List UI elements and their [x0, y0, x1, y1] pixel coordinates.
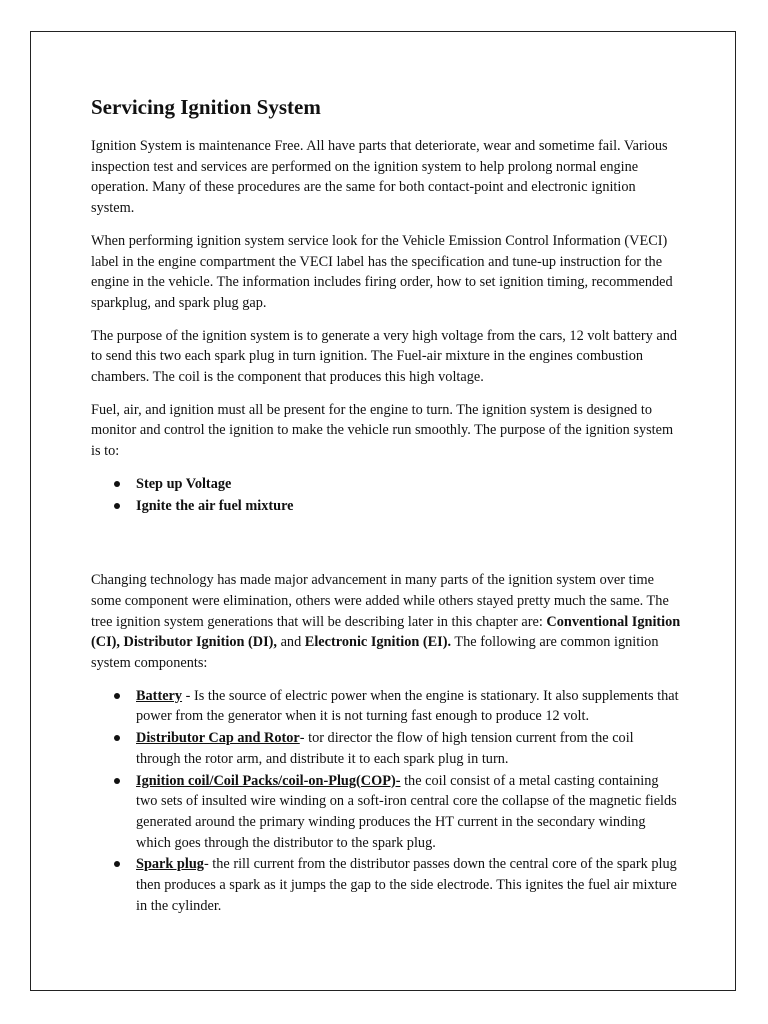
- component-item-coil: [136, 771, 681, 854]
- changing-tech-and: and: [277, 634, 305, 651]
- changing-tech-outro: The following are common ignition system components:: [91, 634, 659, 672]
- document-content: [91, 94, 681, 929]
- purpose-item-step-up: Step up Voltage: [136, 474, 681, 495]
- component-item-distributor: [136, 728, 681, 769]
- paragraph-veci: When performing ignition system service look for the Vehicle Emission Control Information (VECI) label in the engine compartment the VECI label has the specification and tune-up instruction for the engine in the vehicle. The information includes firing order, how to set ignition timing, recommended sparkplug, and spark plug gap.: [91, 232, 673, 311]
- component-term: Battery: [136, 687, 183, 704]
- page-title: Servicing Ignition System: [91, 95, 321, 119]
- paragraph-intro: Ignition System is maintenance Free. All have parts that deteriorate, wear and sometime fail. Various inspection test and services are performed on the ignition system to help prolong normal engine operation. Many of these procedures are the same for both contact-point and electronic ignition system.: [91, 138, 668, 217]
- purpose-list: [91, 474, 681, 516]
- component-desc: - the rill current from the distributor passes down the central core of the spark plug then produces a spark as it jumps the gap to the side electrode. This ignites the fuel air mixture in the cylinder.: [136, 856, 677, 914]
- components-list: [91, 686, 681, 917]
- paragraph-requirements: Fuel, air, and ignition must all be present for the engine to turn. The ignition system is designed to monitor and control the ignition to make the vehicle run smoothly. The purpose of the ignition system is to:: [91, 401, 674, 460]
- spacer: [91, 528, 681, 570]
- component-item-battery: [136, 686, 681, 727]
- component-term: Ignition coil/Coil Packs/coil-on-Plug(COP)-: [136, 772, 401, 789]
- component-desc: - tor director the flow of high tension current from the coil through the rotor arm, and distribute it to each spark plug in turn.: [136, 730, 634, 767]
- paragraph-changing-technology: [91, 570, 681, 674]
- component-item-spark-plug: [136, 854, 681, 916]
- generation-ci-di: Conventional Ignition (CI), Distributor Ignition (DI),: [91, 613, 681, 651]
- component-term: Distributor Cap and Rotor: [136, 730, 300, 747]
- paragraph-purpose: The purpose of the ignition system is to generate a very high voltage from the cars, 12 volt battery and to send this two each spark plug in turn ignition. The Fuel-air mixture in the engines combustion chambers. The coil is the component that produces this high voltage.: [91, 327, 678, 386]
- generation-ei: Electronic Ignition (EI).: [304, 634, 452, 651]
- purpose-item-ignite: Ignite the air fuel mixture: [136, 496, 681, 517]
- changing-tech-intro: Changing technology has made major advancement in many parts of the ignition system over time some component were elimination, others were added while others stayed pretty much the same. The tree ignition system generations that will be describing later in this chapter are:: [91, 572, 669, 630]
- document-page: [30, 31, 736, 991]
- component-term: Spark plug: [136, 856, 204, 873]
- component-desc: - Is the source of electric power when the engine is stationary. It also supplements that power from the generator when it is not turning fast enough to produce 12 volt.: [136, 687, 679, 725]
- component-desc: the coil consist of a metal casting containing two sets of insulted wire winding on a soft-iron central core the collapse of the magnetic fields generated around the primary winding produces the HT current in the secondary winding which goes through the distributor to the spark plug.: [136, 772, 677, 851]
